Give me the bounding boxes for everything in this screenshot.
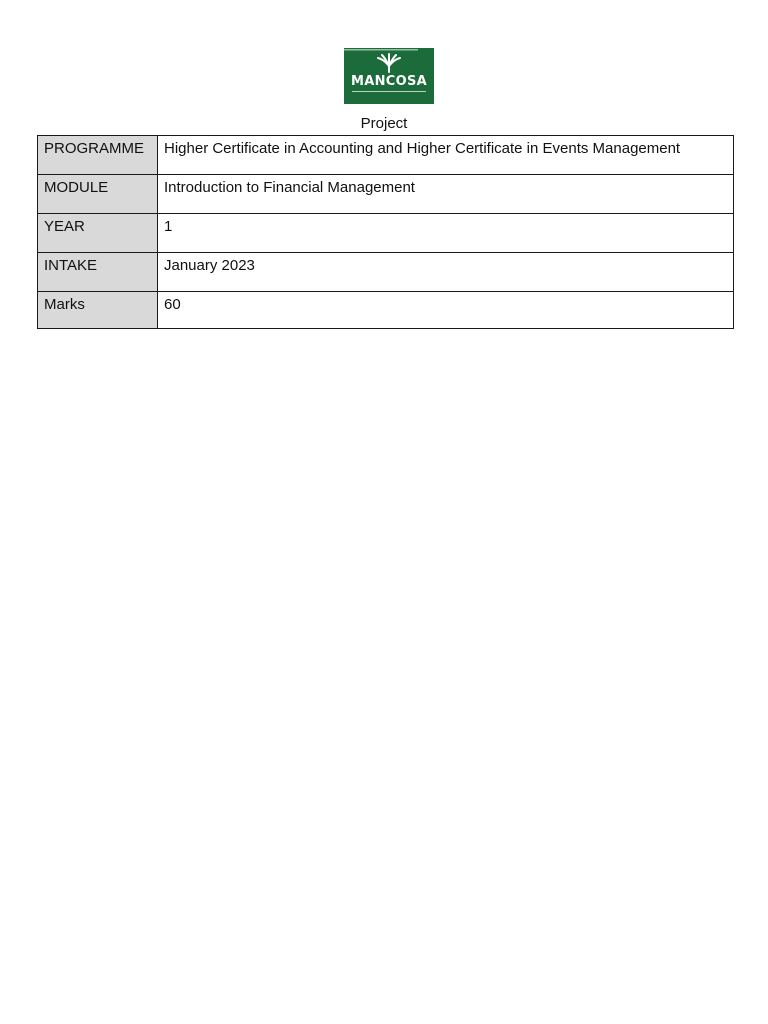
- row-label: MODULE: [38, 175, 158, 214]
- logo-wordmark: MANCOSA: [351, 74, 427, 89]
- table-row: [38, 253, 734, 292]
- logo-divider: [352, 91, 426, 92]
- mancosa-logo: [344, 48, 434, 104]
- row-value: January 2023: [158, 253, 734, 292]
- table-row: [38, 214, 734, 253]
- row-value: 1: [158, 214, 734, 253]
- document-title: Project: [360, 115, 408, 132]
- row-label: INTAKE: [38, 253, 158, 292]
- logo-tagline-graphic: [344, 48, 418, 52]
- row-label: Marks: [38, 292, 158, 329]
- row-value: 60: [158, 292, 734, 329]
- table-row: [38, 136, 734, 175]
- table-row: [38, 175, 734, 214]
- row-label: PROGRAMME: [38, 136, 158, 175]
- row-value: Higher Certificate in Accounting and Higher Certificate in Events Management: [158, 136, 734, 175]
- row-value: Introduction to Financial Management: [158, 175, 734, 214]
- table-row: [38, 292, 734, 329]
- row-label: YEAR: [38, 214, 158, 253]
- module-details-table: [37, 135, 734, 329]
